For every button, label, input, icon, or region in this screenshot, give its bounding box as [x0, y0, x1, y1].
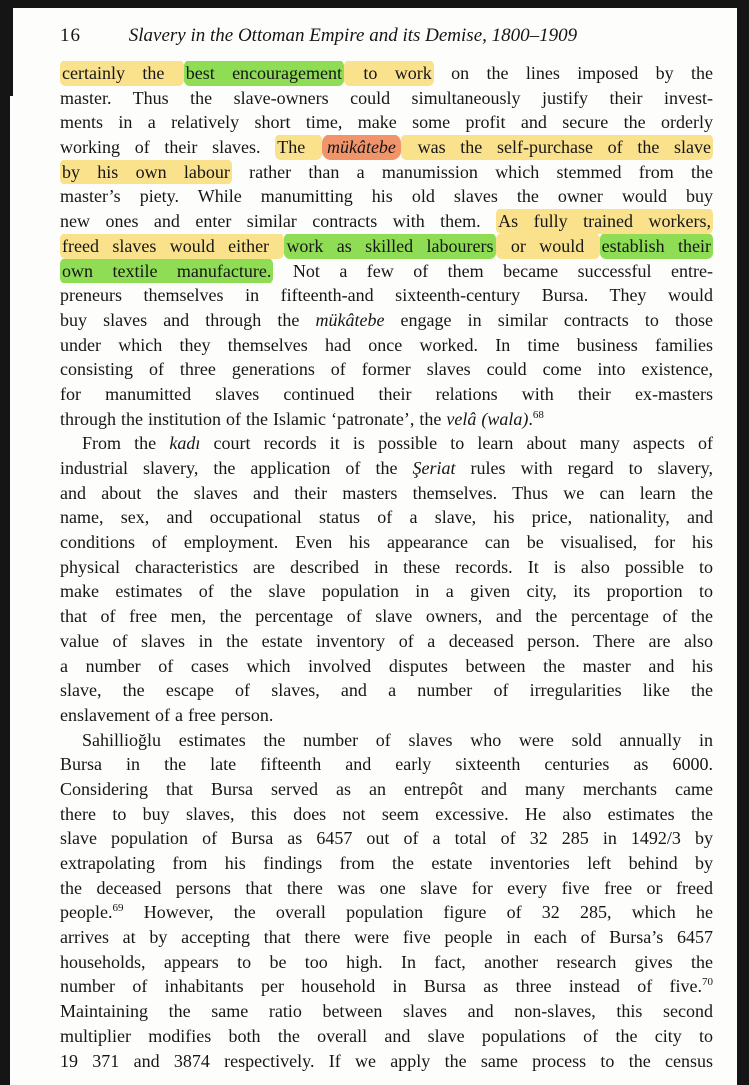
text-run: multiplier modifies both the overall and slave populations of the city to — [60, 1025, 713, 1046]
text-line — [60, 184, 713, 209]
text-line — [60, 333, 713, 358]
text-run: make estimates of the slave population in a given city, its proportion to — [60, 581, 713, 602]
text-line — [60, 802, 713, 827]
text-run: Not a few of them became successful entre- — [273, 260, 713, 281]
italic-term: Şeriat — [412, 458, 456, 478]
text-line — [60, 61, 713, 86]
text-run: through the institution of the Islamic ‘patronate’, the — [60, 408, 447, 429]
scan-edge-top — [0, 0, 749, 8]
text-line — [60, 777, 713, 802]
text-run: engage in similar contracts to those — [384, 309, 713, 330]
text-line — [60, 431, 713, 456]
text-line — [60, 999, 713, 1024]
text-run: Bursa in the late fifteenth and early sixteenth centuries as 6000. — [60, 754, 713, 775]
italic-term: mükâtebe — [315, 309, 385, 330]
text-line — [60, 1024, 713, 1049]
text-line — [60, 555, 713, 580]
text-line — [60, 407, 713, 432]
text-line — [60, 851, 713, 876]
footnote-ref: 69 — [112, 902, 124, 915]
text-line — [60, 135, 713, 160]
italic-term: kadı — [169, 433, 201, 454]
text-run: and about the slaves and their masters themselves. Thus we can learn the — [60, 482, 713, 503]
text-line — [60, 728, 713, 753]
highlight-yellow: As fully trained workers, — [496, 209, 713, 234]
text-line — [60, 678, 713, 703]
text-run: rather than a manumission which stemmed from the — [231, 161, 713, 182]
highlight-green: work as skilled labourers — [284, 234, 495, 259]
text-run: on the lines imposed by the — [433, 63, 713, 83]
text-run: extrapolating from his findings from the estate inventories left behind by — [60, 853, 713, 873]
page-header — [60, 24, 715, 47]
text-line — [60, 160, 713, 185]
text-line — [60, 283, 713, 308]
text-run: From the — [82, 433, 170, 454]
text-run: industrial slavery, the application of the — [60, 458, 413, 478]
text-run: number of inhabitants per household in Bursa as three instead of five. — [60, 976, 702, 997]
text-line — [60, 530, 713, 555]
text-line — [60, 629, 713, 654]
text-run: rules with regard to slavery, — [455, 458, 713, 478]
text-line — [60, 234, 713, 259]
text-run: enslavement of a free person. — [60, 704, 274, 725]
highlight-yellow: freed slaves would either — [60, 234, 284, 259]
text-line — [60, 950, 713, 975]
text-run: Considering that Bursa served as an entrepôt and many merchants came — [60, 778, 713, 799]
text-line — [60, 654, 713, 679]
text-run: that of free men, the percentage of slave owners, and the percentage of the — [60, 606, 713, 627]
highlight-green: own textile manufacture. — [60, 259, 273, 284]
text-run: working of their slaves. — [60, 137, 276, 158]
text-run: court records it is possible to learn about many aspects of — [200, 433, 713, 454]
text-line — [60, 357, 713, 382]
text-line — [60, 826, 713, 851]
text-run: master. Thus the slave-owners could simultaneously justify their invest- — [60, 87, 713, 108]
text-run: slave population of Bursa as 6457 out of a total of 32 285 in 1492/3 by — [60, 828, 713, 849]
text-line — [60, 703, 713, 728]
running-title: Slavery in the Ottoman Empire and its Demise, 1800–1909 — [128, 25, 578, 46]
text-run: under which they themselves had once worked. In time business families — [60, 334, 713, 355]
text-run: slave, the escape of slaves, and a number of irregularities like the — [60, 680, 713, 701]
scan-edge-left — [0, 0, 10, 1085]
text-run: people. — [60, 902, 113, 923]
text-run: arrives at by accepting that there were five people in each of Bursa’s 6457 — [60, 927, 713, 948]
text-run: ments in a relatively short time, make some profit and secure the orderly — [60, 112, 713, 133]
italic-term: velâ (wala) — [446, 408, 529, 429]
text-run: name, sex, and occupational status of a slave, his price, nationality, and — [60, 507, 713, 528]
text-line — [60, 259, 713, 284]
text-line — [60, 1049, 713, 1074]
text-run: a number of cases which involved disputes between the master and his — [60, 655, 713, 676]
page-number: 16 — [60, 25, 81, 46]
text-run: for manumitted slaves continued their relations with their ex-masters — [60, 383, 713, 404]
text-run: . — [528, 408, 533, 429]
scan-edge-left-corner — [0, 0, 13, 96]
text-line — [60, 974, 713, 999]
scan-edge-right — [737, 0, 749, 1085]
page-body — [60, 61, 713, 1073]
text-run: consisting of three generations of former slaves could come into existence, — [60, 359, 713, 380]
highlight-green: best encouragement — [184, 61, 344, 86]
text-line — [60, 579, 713, 604]
text-line — [60, 876, 713, 901]
text-run: buy slaves and through the — [60, 309, 316, 330]
text-run: preneurs themselves in fifteenth-and sixteenth-century Bursa. They would — [60, 285, 713, 306]
text-run: Maintaining the same ratio between slaves and non-slaves, this second — [60, 1001, 713, 1022]
text-run: master’s piety. While manumitting his old slaves the owner would buy — [60, 186, 713, 207]
highlight-yellow: The — [275, 135, 322, 160]
text-line — [60, 604, 713, 629]
text-run: Sahillioğlu estimates the number of slaves who were sold annually in — [82, 729, 713, 750]
text-run: conditions of employment. Even his appearance can be visualised, for his — [60, 532, 713, 553]
text-line — [60, 481, 713, 506]
text-run: value of slaves in the estate inventory of a deceased person. There are also — [60, 630, 713, 651]
text-line — [60, 382, 713, 407]
text-line — [60, 86, 713, 111]
text-line — [60, 209, 713, 234]
highlight-yellow: was the self-purchase of the slave — [401, 135, 713, 160]
highlight-yellow: by his own labour — [60, 160, 232, 185]
text-run: new ones and enter similar contracts with them. — [60, 211, 497, 232]
text-line — [60, 752, 713, 777]
text-run: households, appears to be too high. In fact, another research gives the — [60, 951, 713, 972]
text-line — [60, 308, 713, 333]
text-run: physical characteristics are described in these records. It is also possible to — [60, 556, 713, 577]
text-run: 19 371 and 3874 respectively. If we apply the same process to the census — [60, 1050, 713, 1071]
highlight-yellow: to work — [344, 61, 434, 86]
footnote-ref: 68 — [532, 408, 544, 421]
text-line — [60, 505, 713, 530]
text-run: the deceased persons that there was one slave for every five free or freed — [60, 877, 713, 898]
highlight-orange-term: mükâtebe — [322, 135, 401, 160]
text-line — [60, 900, 713, 925]
highlight-yellow: certainly the — [60, 61, 184, 86]
highlight-green: establish their — [600, 234, 713, 259]
footnote-ref: 70 — [702, 976, 713, 989]
highlight-yellow: or would — [496, 234, 600, 259]
text-run: However, the overall population figure of 32 285, which he — [123, 902, 713, 923]
text-run: there to buy slaves, this does not seem excessive. He also estimates the — [60, 803, 713, 824]
text-line — [60, 925, 713, 950]
text-line — [60, 456, 713, 481]
text-line — [60, 110, 713, 135]
